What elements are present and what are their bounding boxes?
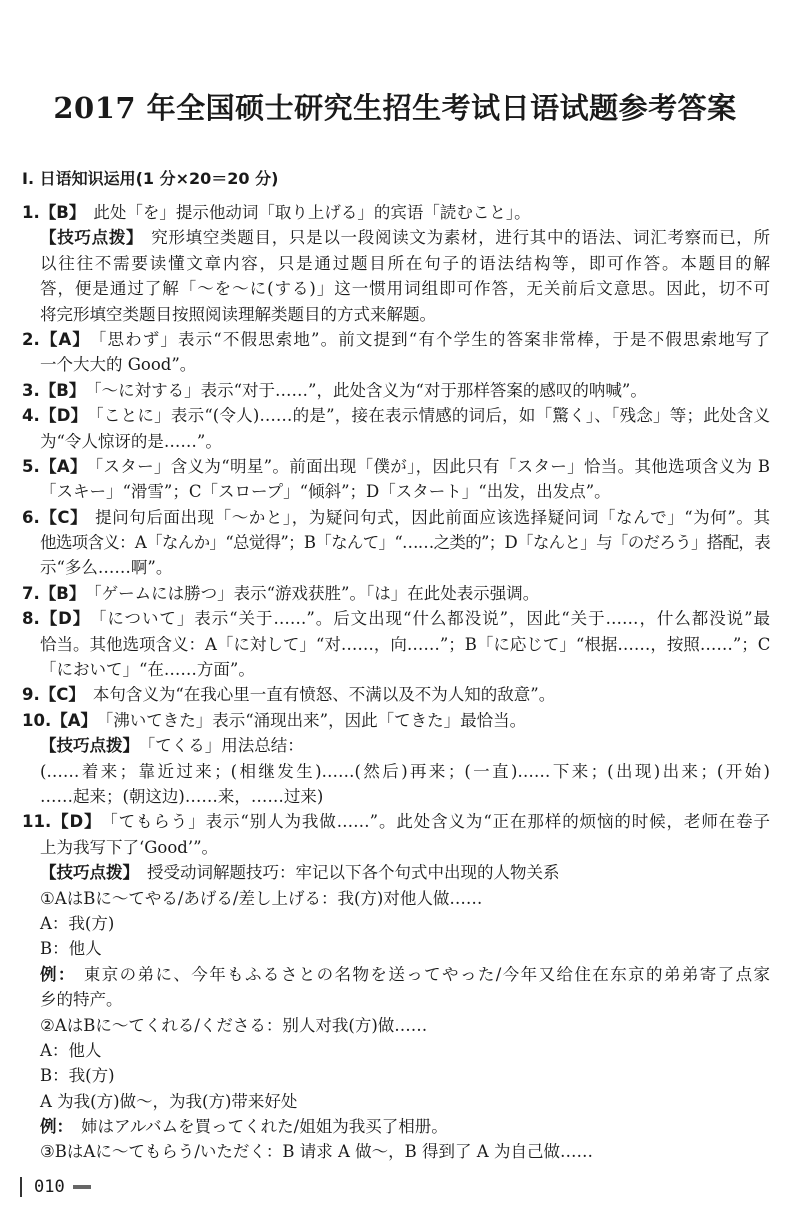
text-line xyxy=(0,987,790,1012)
answer-item-line xyxy=(0,581,790,606)
text-line xyxy=(0,962,790,987)
line-text: 上为我写下了‘Good’”。 xyxy=(40,837,219,857)
answer-label: 5.【A】 xyxy=(22,456,87,476)
line-text: 答，便是通过了解「～を～に(する)」这一惯用词组即可作答，无关前后文意思。因此，切不可 xyxy=(40,279,770,299)
text-line xyxy=(0,225,790,250)
answer-label: 3.【B】 xyxy=(22,380,86,400)
line-text: ①AはBに～てやる/あげる/差し上げる：我(方)对他人做…… xyxy=(40,888,483,908)
text-line xyxy=(0,352,790,377)
line-text: 「てくる」用法总结： xyxy=(147,736,304,756)
line-text: 示“多么……啊”。 xyxy=(40,558,173,578)
line-text: 「スキー」“滑雪”；C「スロープ」“倾斜”；D「スタート」“出发，出发点”。 xyxy=(40,482,611,502)
line-text: 「スター」含义为“明星”。前面出现「僕が」，因此只有「スター」恰当。其他选项含义为 B xyxy=(94,456,770,476)
text-line xyxy=(0,429,790,454)
text-line xyxy=(0,936,790,961)
line-text: A：我(方) xyxy=(40,913,115,933)
answer-item-line xyxy=(0,606,790,631)
text-line xyxy=(0,479,790,504)
text-line xyxy=(0,886,790,911)
text-line xyxy=(0,302,790,327)
tip-label: 【技巧点拨】 xyxy=(40,863,139,883)
answer-label: 11.【D】 xyxy=(22,812,102,832)
answer-label: 2.【A】 xyxy=(22,329,91,349)
line-text: ……起来；(朝这边)……来，……过来) xyxy=(40,786,324,806)
answer-label: 9.【C】 xyxy=(22,685,85,705)
text-line xyxy=(0,555,790,580)
text-line xyxy=(0,530,790,555)
line-text: 「思わず」表示“不假思索地”。前文提到“有个学生的答案非常棒，于是不假思索地写了 xyxy=(98,329,770,349)
line-text: 以往往不需要读懂文章内容，只是通过题目所在句子的语法结构等，即可作答。本题目的解 xyxy=(40,253,770,273)
line-text: 恰当。其他选项含义：A「に対して」“对……，向……”；B「に応じて」“根据……，按照……”；C xyxy=(40,634,771,654)
text-line xyxy=(0,1139,790,1164)
line-text: 一个大大的 Good”。 xyxy=(40,355,197,375)
line-text: 「について」表示“关于……”。后文出现“什么都没说”，因此“关于……，什么都没说”最 xyxy=(98,609,770,629)
page-number: 010 xyxy=(34,1177,65,1197)
line-text: ③BはAに～てもらう/いただく：B 请求 A 做～，B 得到了 A 为自己做…… xyxy=(40,1142,593,1162)
line-text: 「ことに」表示“(令人)……的是”，接在表示情感的词后，如「驚く」、「残念」等；此处含义 xyxy=(95,406,770,426)
line-text: B：他人 xyxy=(40,939,102,959)
answer-item-line xyxy=(0,200,790,225)
line-text: B：我(方) xyxy=(40,1066,115,1086)
line-text: 他选项含义：A「なんか」“总觉得”；B「なんて」“……之类的”；D「なんと」与「のだろう」搭配，表 xyxy=(40,533,770,553)
text-line xyxy=(0,911,790,936)
tip-label: 例： xyxy=(40,1117,73,1137)
line-text: 本句含义为“在我心里一直有愤怒、不满以及不为人知的敌意”。 xyxy=(92,685,556,705)
tip-label: 【技巧点拨】 xyxy=(40,736,139,756)
text-line xyxy=(0,835,790,860)
line-text: 将完形填空类题目按照阅读理解类题目的方式来解题。 xyxy=(40,304,436,324)
answer-item-line xyxy=(0,454,790,479)
text-line xyxy=(0,784,790,809)
text-line xyxy=(0,1089,790,1114)
answer-label: 6.【C】 xyxy=(22,507,88,527)
line-text: 提问句后面出现「～かと」，为疑问句式，因此前面应该选择疑问词「なんで」“为何”。其 xyxy=(95,507,771,527)
answer-body xyxy=(0,200,790,1165)
answer-item-line xyxy=(0,505,790,530)
section-heading: Ⅰ. 日语知识运用(1 分×20＝20 分) xyxy=(22,169,279,188)
line-text: 「ゲームには勝つ」表示“游戏获胜”。「は」在此处表示强调。 xyxy=(93,583,540,603)
line-text: 乡的特产。 xyxy=(40,990,123,1010)
line-text: 此处「を」提示他动词「取り上げる」的宾语「読むこと」。 xyxy=(93,203,531,222)
line-text: 为“令人惊讶的是……”。 xyxy=(40,431,222,451)
line-text: 「てもらう」表示“别人为我做……”。此处含义为“正在那样的烦恼的时候，老师在卷子 xyxy=(109,812,770,832)
line-text: 「～に対する」表示“对于……”，此处含义为“对于那样答案的感叹的呐喊”。 xyxy=(93,380,647,400)
answer-item-line xyxy=(0,809,790,834)
text-line xyxy=(0,759,790,784)
text-line xyxy=(0,1038,790,1063)
text-line xyxy=(0,1114,790,1139)
line-text: A：他人 xyxy=(40,1040,102,1060)
page-title: 2017 年全国硕士研究生招生考试日语试题参考答案 xyxy=(53,91,737,125)
line-text: 授受动词解题技巧：牢记以下各个句式中出现的人物关系 xyxy=(147,863,560,883)
text-line xyxy=(0,860,790,885)
answer-item-line xyxy=(0,682,790,707)
line-text: (……着来；靠近过来；(相继发生)……(然后)再来；(一直)……下来；(出现)出来；(开始) xyxy=(40,761,770,781)
answer-label: 1.【B】 xyxy=(22,203,86,222)
text-line xyxy=(0,632,790,657)
line-text: ②AはBに～てくれる/くださる：别人对我(方)做…… xyxy=(40,1015,428,1035)
answer-item-line xyxy=(0,708,790,733)
answer-label: 8.【D】 xyxy=(22,609,91,629)
line-text: A 为我(方)做～，为我(方)带来好处 xyxy=(40,1091,298,1111)
page-footer xyxy=(20,1176,91,1198)
text-line xyxy=(0,251,790,276)
line-text: 「において」“在……方面”。 xyxy=(40,660,255,680)
line-text: 姉はアルバムを買ってくれた/姐姐为我买了相册。 xyxy=(81,1117,448,1137)
text-line xyxy=(0,1063,790,1088)
answer-label: 10.【A】 xyxy=(22,710,97,730)
tip-label: 【技巧点拨】 xyxy=(40,228,144,248)
footer-bar xyxy=(20,1177,22,1197)
tip-label: 例： xyxy=(40,964,76,984)
text-line xyxy=(0,733,790,758)
answer-label: 4.【D】 xyxy=(22,406,88,426)
line-text: 東京の弟に、今年もふるさとの名物を送ってやった/今年又给住在东京的弟弟寄了点家 xyxy=(83,964,771,984)
text-line xyxy=(0,1013,790,1038)
line-text: 究形填空类题目，只是以一段阅读文为素材，进行其中的语法、词汇考察而已，所 xyxy=(151,228,771,248)
answer-item-line xyxy=(0,327,790,352)
answer-label: 7.【B】 xyxy=(22,583,86,603)
answer-item-line xyxy=(0,403,790,428)
line-text: 「沸いてきた」表示“涌现出来”，因此「てきた」最恰当。 xyxy=(105,710,527,730)
text-line xyxy=(0,657,790,682)
footer-dash xyxy=(73,1185,91,1189)
text-line xyxy=(0,276,790,301)
answer-item-line xyxy=(0,378,790,403)
